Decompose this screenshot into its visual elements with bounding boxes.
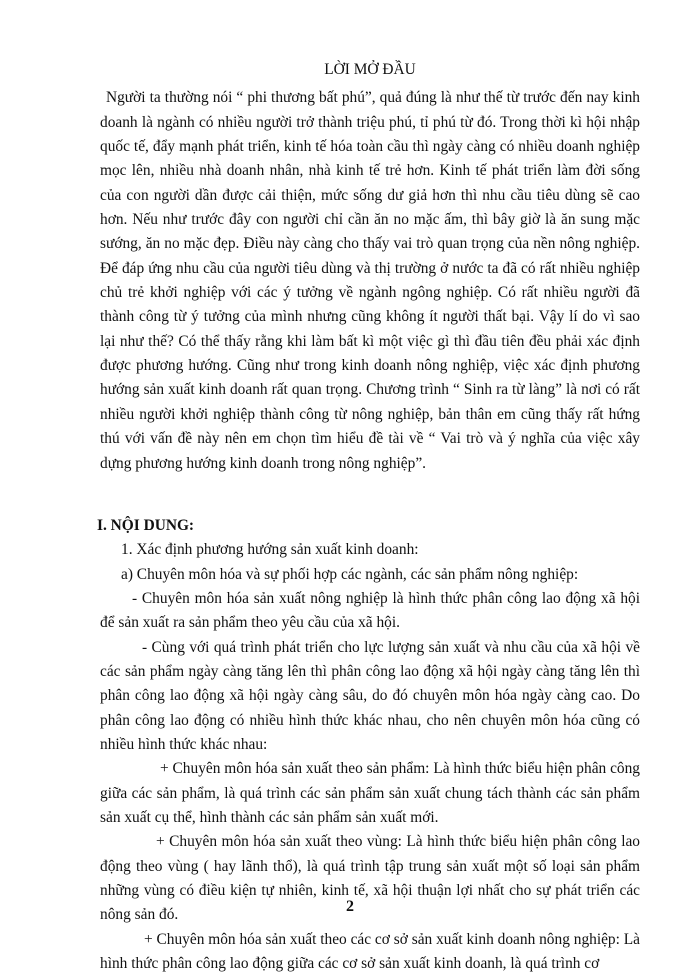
section-heading: I. NỘI DUNG: — [97, 516, 195, 534]
dash-paragraph-1: - Chuyên môn hóa sản xuất nông nghiệp là hình thức phân công lao động xã hội để sản xuất ra sản phẩm theo yêu cầu của xã hội. — [100, 589, 640, 632]
lettered-item-a: a) Chuyên môn hóa và sự phối hợp các ngành, các sản phẩm nông nghiệp: — [121, 565, 579, 583]
document-title: LỜI MỞ ĐẦU — [324, 61, 416, 78]
intro-paragraph: Người ta thường nói “ phi thương bất phú”, quả đúng là như thế từ trước đến nay kinh doanh là ngành có nhiều người trở thành triệu phú, tỉ phú từ đó. Trong thời kì hội nhập quốc tế, đẩy mạnh phát triển, kinh tế hóa toàn cầu thì ngày càng có nhiều doanh nghiệp mọc lên, nhiều nhà doanh nhân, nhà kinh tế trẻ hơn. Kinh tế phát triển làm đời sống của con người dần được cải thiện, mức sống dư giả hơn thì nhu cầu tiêu dùng sẽ cao hơn. Nếu như trước đây con người chỉ cần ăn no mặc ấm, thì bây giờ là ăn sung mặc sướng, ăn no mặc đẹp. Điều này càng cho thấy vai trò quan trọng của nền nông nghiệp. Để đáp ứng nhu cầu của người tiêu dùng và thị trường ở nước ta đã có rất nhiều nghiệp chủ trẻ khởi nghiệp với các ý tưởng về ngành ngông nghiệp. Có rất nhiều người đã thành công từ ý tưởng của mình nhưng cũng không ít người thất bại. Vậy lí do vì sao lại như thế? Có thể thấy rằng khi làm bất kì một việc gì thì đầu tiên đều phải xác định được phương hướng. Cũng như trong kinh doanh nông nghiệp, việc xác định phương hướng sản xuất kinh doanh rất quan trọng. Chương trình “ Sinh ra từ làng” là nơi có rất nhiều người khởi nghiệp thành công từ nông nghiệp, bản thân em cũng thấy rất hứng thú với vấn đề này nên em chọn tìm hiểu đề tài về “ Vai trò và ý nghĩa của việc xây dựng phương hướng kinh doanh trong nông nghiệp”. — [100, 89, 640, 472]
page-number: 2 — [346, 898, 354, 915]
dash-paragraph-2: - Cùng với quá trình phát triển cho lực lượng sản xuất và nhu cầu của xã hội về các sản phẩm ngày càng tăng lên thì phân công lao động xã hội ngày càng tăng lên thì phân công lao động xã hội ngày càng sâu, do đó chuyên môn hóa ngày càng cao. Do phân công lao động có nhiều hình thức khác nhau, cho nên chuyên môn hóa cũng có nhiều hình thức khác nhau: — [100, 638, 640, 753]
document-page — [97, 58, 640, 976]
plus-paragraph-enterprise: + Chuyên môn hóa sản xuất theo các cơ sở sản xuất kinh doanh nông nghiệp: Là hình thức phân công lao động giữa các cơ sở sản xuất kinh doanh, là quá trình cơ — [100, 930, 640, 973]
plus-paragraph-region: + Chuyên môn hóa sản xuất theo vùng: Là hình thức biểu hiện phân công lao động theo vùng ( hay lãnh thổ), là quá trình tập trung sản xuất một số loại sản phẩm những vùng có điều kiện tự nhiên, kinh tế, xã hội thuận lợi nhất cho sự phát triển các nông sản đó. — [100, 833, 640, 924]
plus-paragraph-product: + Chuyên môn hóa sản xuất theo sản phẩm: Là hình thức biểu hiện phân công giữa các sản phẩm, là quá trình các sản phẩm sản xuất chung tách thành các sản phẩm sản xuất cụ thể, hình thành các sản phẩm sản xuất mới. — [100, 760, 640, 826]
numbered-item-1: 1. Xác định phương hướng sản xuất kinh doanh: — [121, 541, 419, 559]
